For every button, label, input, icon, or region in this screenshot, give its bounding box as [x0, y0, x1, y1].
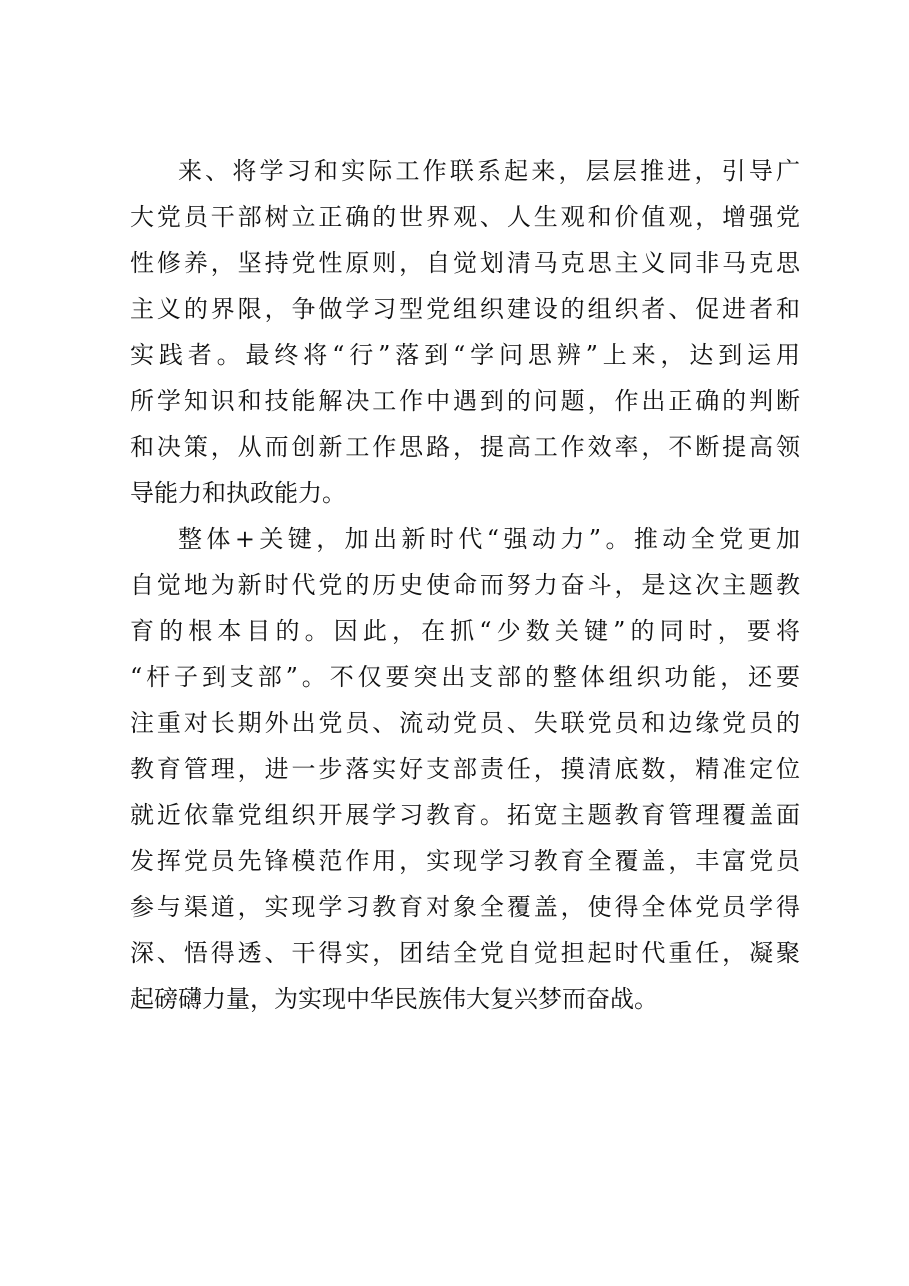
paragraph-line: “杆子到支部”。不仅要突出支部的整体组织功能，还要: [130, 663, 800, 691]
paragraph-line: 大党员干部树立正确的世界观、人生观和价值观，增强党: [130, 203, 800, 231]
paragraph-line: 自觉地为新时代党的历史使命而努力奋斗，是这次主题教: [130, 571, 800, 599]
paragraph-line: 育的根本目的。因此，在抓“少数关键”的同时，要将: [130, 617, 800, 645]
paragraph-line: 参与渠道，实现学习教育对象全覆盖，使得全体党员学得: [130, 893, 800, 921]
paragraph-line: 性修养，坚持党性原则，自觉划清马克思主义同非马克思: [130, 249, 800, 277]
paragraph-line: 发挥党员先锋模范作用，实现学习教育全覆盖，丰富党员: [130, 847, 800, 875]
paragraph-line: 深、悟得透、干得实，团结全党自觉担起时代重任，凝聚: [130, 939, 800, 967]
document-body: [130, 148, 800, 1022]
paragraph-line: 主义的界限，争做学习型党组织建设的组织者、促进者和: [130, 295, 800, 323]
paragraph-line: 注重对长期外出党员、流动党员、失联党员和边缘党员的: [130, 709, 800, 737]
paragraph-line: 起磅礴力量，为实现中华民族伟大复兴梦而奋战。: [130, 985, 658, 1013]
paragraph-line: 实践者。最终将“行”落到“学问思辨”上来，达到运用: [130, 341, 800, 369]
paragraph-line: 整体+关键，加出新时代“强动力”。推动全党更加: [178, 525, 800, 553]
paragraph-line: 所学知识和技能解决工作中遇到的问题，作出正确的判断: [130, 387, 800, 415]
paragraph-line: 导能力和执政能力。: [130, 479, 346, 507]
paragraph-1: [130, 148, 800, 516]
paragraph-line: 和决策，从而创新工作思路，提高工作效率，不断提高领: [130, 433, 800, 461]
paragraph-2: [130, 516, 800, 1022]
paragraph-line: 来、将学习和实际工作联系起来，层层推进，引导广: [178, 157, 800, 185]
paragraph-line: 就近依靠党组织开展学习教育。拓宽主题教育管理覆盖面: [130, 801, 800, 829]
paragraph-line: 教育管理，进一步落实好支部责任，摸清底数，精准定位: [130, 755, 800, 783]
